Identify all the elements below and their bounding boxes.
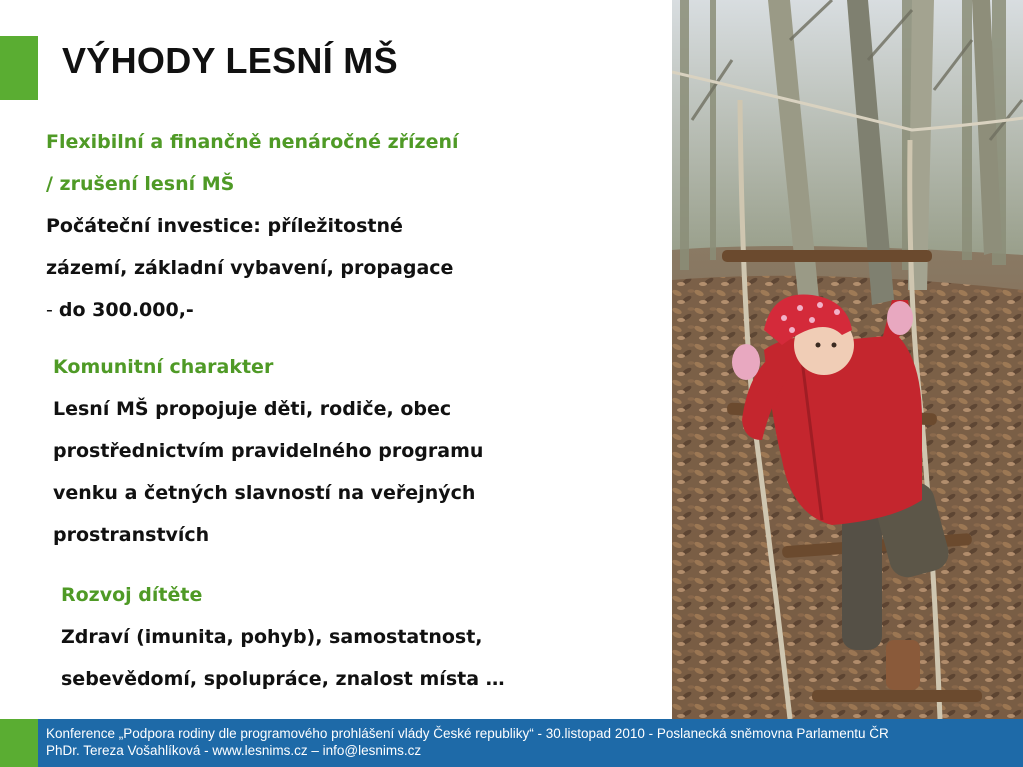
- community-body-line4: prostranstvích: [53, 524, 210, 546]
- footer-bar: [0, 719, 1023, 767]
- community-body-line1: Lesní MŠ propojuje děti, rodiče, obec: [53, 398, 452, 420]
- child-on-rope-ladder-icon: [672, 0, 1023, 719]
- development-body-line2: sebevědomí, spolupráce, znalost místa …: [61, 668, 505, 690]
- footer-accent-bar: [0, 719, 38, 767]
- title-accent-bar: [0, 36, 38, 100]
- community-heading: Komunitní charakter: [53, 356, 274, 378]
- community-body-line2: prostřednictvím pravidelného programu: [53, 440, 484, 462]
- section-development: [61, 574, 505, 700]
- investment-amount: do 300.000,-: [58, 299, 194, 321]
- section-community: [53, 346, 483, 556]
- slide-title: VÝHODY LESNÍ MŠ: [62, 40, 398, 81]
- footer-text: [46, 725, 889, 759]
- flexibility-heading-line1: Flexibilní a finančně nenáročné zřízení: [46, 131, 459, 153]
- development-body-line1: Zdraví (imunita, pohyb), samostatnost,: [61, 626, 483, 648]
- community-body-line3: venku a četných slavností na veřejných: [53, 482, 476, 504]
- development-heading: Rozvoj dítěte: [61, 584, 203, 606]
- section-flexibility: [46, 121, 459, 331]
- flexibility-heading-line2: / zrušení lesní MŠ: [46, 173, 235, 195]
- footer-conference-line: Konference „Podpora rodiny dle programového prohlášení vlády České republiky“ - 30.listopad 2010 - Poslanecká sněmovna Parlamentu ČR: [46, 726, 889, 741]
- flexibility-body-line1: Počáteční investice: příležitostné: [46, 215, 403, 237]
- footer-author-line: PhDr. Tereza Vošahlíková - www.lesnims.cz – info@lesnims.cz: [46, 743, 422, 758]
- flexibility-amount-line: [46, 289, 459, 331]
- flexibility-body-line2: zázemí, základní vybavení, propagace: [46, 257, 454, 279]
- dash: -: [46, 299, 59, 321]
- forest-photo: [672, 0, 1023, 719]
